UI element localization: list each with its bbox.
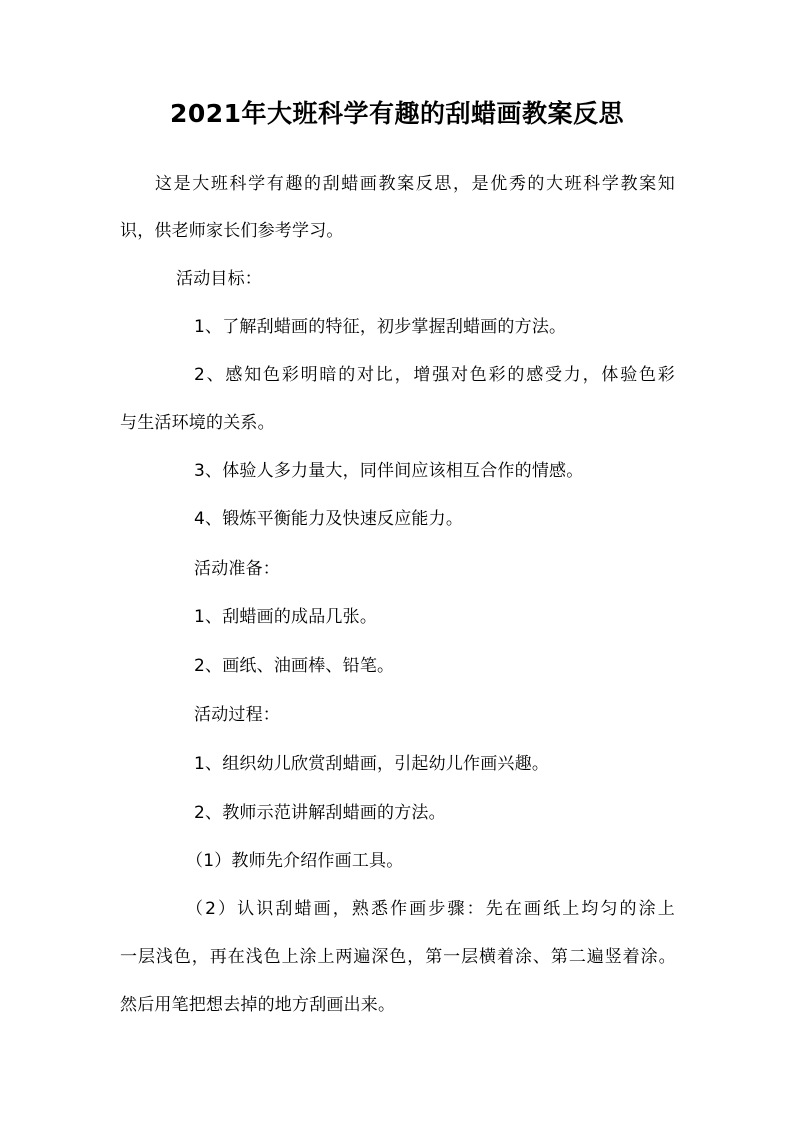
goals-heading: 活动目标： <box>176 269 262 289</box>
process-heading: 活动过程： <box>194 705 280 725</box>
process-sub-2-line-2: 一层浅色，再在浅色上涂上两遍深色，第一层横着涂、第二遍竖着涂。 <box>120 947 675 967</box>
document-title: 2021年大班科学有趣的刮蜡画教案反思 <box>169 99 625 128</box>
goal-item-2-line-1: 2、感知色彩明暗的对比，增强对色彩的感受力，体验色彩 <box>194 365 675 385</box>
intro-line-2: 识，供老师家长们参考学习。 <box>120 221 344 241</box>
goal-item-3: 3、体验人多力量大，同伴间应该相互合作的情感。 <box>194 461 584 481</box>
goal-item-4: 4、锻炼平衡能力及快速反应能力。 <box>194 509 464 529</box>
goal-item-1: 1、了解刮蜡画的特征，初步掌握刮蜡画的方法。 <box>194 317 567 337</box>
process-item-1: 1、组织幼儿欣赏刮蜡画，引起幼儿作画兴趣。 <box>194 754 550 774</box>
preparation-heading: 活动准备： <box>194 559 280 579</box>
preparation-item-1: 1、刮蜡画的成品几张。 <box>194 607 378 627</box>
process-sub-2-line-1: （2）认识刮蜡画，熟悉作画步骤：先在画纸上均匀的涂上 <box>186 899 675 919</box>
goal-item-2-line-2: 与生活环境的关系。 <box>120 413 275 433</box>
intro-line-1: 这是大班科学有趣的刮蜡画教案反思，是优秀的大班科学教案知 <box>155 174 675 194</box>
preparation-item-2: 2、画纸、油画棒、铅笔。 <box>194 656 395 676</box>
process-item-2: 2、教师示范讲解刮蜡画的方法。 <box>194 803 446 823</box>
process-sub-1: （1）教师先介绍作画工具。 <box>186 851 404 871</box>
process-sub-2-line-3: 然后用笔把想去掉的地方刮画出来。 <box>120 995 396 1015</box>
